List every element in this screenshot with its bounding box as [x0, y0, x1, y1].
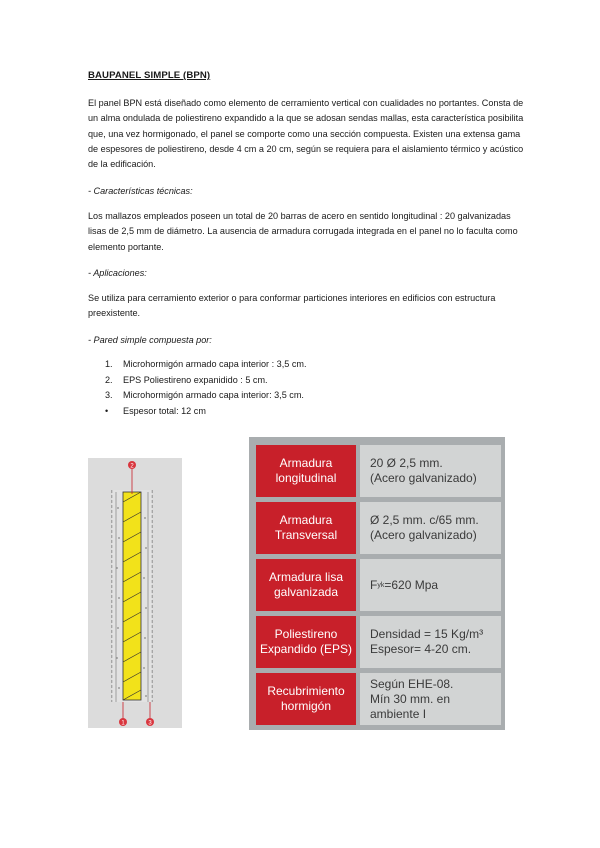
marker-bottom-right-label: 3 [148, 720, 152, 727]
spec-value [360, 559, 501, 611]
spec-value: Ø 2,5 mm. c/65 mm. (Acero galvanizado) [360, 502, 501, 554]
marker-bottom-left-label: 1 [121, 720, 125, 727]
wall-layers-list [105, 357, 306, 419]
spec-label: Armadura Transversal [256, 502, 356, 554]
spec-row [256, 616, 501, 668]
spec-value-prefix: F [370, 577, 378, 592]
spec-row [256, 559, 501, 611]
marker-top-label: 2 [130, 463, 134, 470]
wall-section-diagram [88, 458, 182, 728]
eps-core [123, 492, 141, 700]
list-text: Espesor total: 12 cm [123, 405, 206, 416]
list-marker: • [105, 405, 109, 416]
intro-paragraph: El panel BPN está diseñado como elemento de cerramiento vertical con cualidades no portantes. Consta de un alma ondulada de poliestireno expandido a la que se adosan sendas mallas, esta característica posibilita que, una vez hormigonado, el panel se comporte como una sección compuesta. Existen una extensa gama de espesores de poliestireno, desde 4 cm a 20 cm, según se requiera para el aislamiento térmico y acústico de la edificación. [88, 98, 524, 170]
list-item [105, 404, 306, 420]
tech-paragraph: Los mallazos empleados poseen un total de 20 barras de acero en sentido longitudinal : 20 galvanizadas lisas de 2,5 mm de diámetro. La ausencia de armadura corrugada integrada en el panel no lo faculta como elemento portante. [88, 211, 518, 252]
spec-row [256, 502, 501, 554]
spec-label: Armadura lisa galvanizada [256, 559, 356, 611]
list-marker: 2. [105, 374, 113, 385]
spec-row [256, 673, 501, 725]
spec-label: Recubrimiento hormigón [256, 673, 356, 725]
list-item [105, 357, 306, 373]
list-text: Microhormigón armado capa interior : 3,5 cm. [123, 359, 307, 369]
spec-label: Armadura longitudinal [256, 445, 356, 497]
list-marker: 1. [105, 359, 113, 369]
spec-label: Poliestireno Expandido (EPS) [256, 616, 356, 668]
list-item [105, 373, 306, 389]
spec-value: Según EHE-08. Mín 30 mm. en ambiente I [360, 673, 501, 725]
spec-value-subscript: yk [377, 581, 385, 589]
list-marker: 3. [105, 390, 113, 401]
list-item [105, 388, 306, 404]
spec-value-suffix: =620 Mpa [384, 577, 439, 592]
applications-heading: - Aplicaciones: [88, 268, 147, 278]
tech-heading: - Características técnicas: [88, 186, 193, 196]
wall-section-svg [88, 458, 182, 728]
list-text: EPS Poliestireno expanidido : 5 cm. [123, 374, 268, 385]
document-title: BAUPANEL SIMPLE (BPN) [88, 70, 211, 81]
wall-composition-heading: - Pared simple compuesta por: [88, 335, 212, 345]
spec-value: 20 Ø 2,5 mm. (Acero galvanizado) [360, 445, 501, 497]
spec-table [249, 437, 505, 730]
spec-row [256, 445, 501, 497]
list-text: Microhormigón armado capa interior: 3,5 cm. [123, 390, 304, 401]
spec-value: Densidad = 15 Kg/m³ Espesor= 4-20 cm. [360, 616, 501, 668]
applications-paragraph: Se utiliza para cerramiento exterior o para conformar particiones interiores en edificios con estructura preexistente. [88, 293, 496, 319]
